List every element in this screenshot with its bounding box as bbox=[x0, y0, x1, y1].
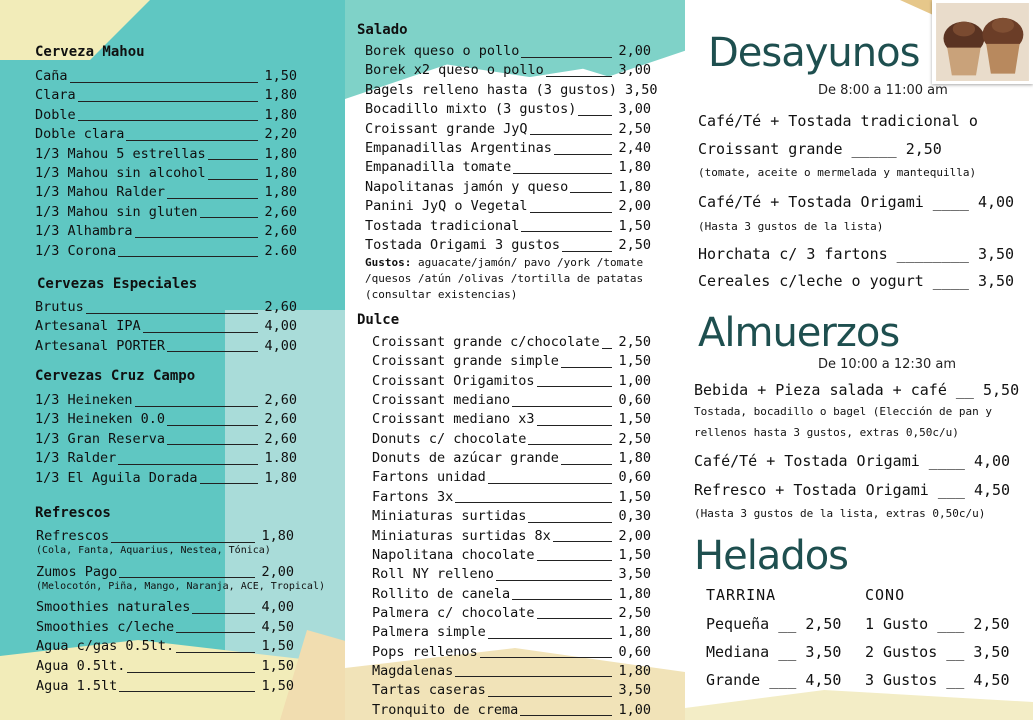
item-price: 1,80 bbox=[264, 184, 297, 201]
salado-item bbox=[365, 120, 651, 137]
salado-item bbox=[365, 239, 651, 253]
dulce-item bbox=[372, 488, 651, 505]
item-label: Tronquito de crema bbox=[372, 701, 519, 718]
item-price: 1,80 bbox=[261, 528, 294, 544]
item-price: 4,50 bbox=[261, 618, 294, 635]
salado-item bbox=[365, 178, 651, 195]
mahou-title: Cerveza Mahou bbox=[35, 44, 145, 60]
item-label: Smoothies c/leche bbox=[36, 618, 175, 635]
leader-line bbox=[118, 256, 258, 257]
mahou-item bbox=[35, 128, 297, 142]
item-label: Palmera simple bbox=[372, 624, 486, 641]
item-label: Bocadillo mixto (3 gustos) bbox=[365, 101, 577, 118]
item-label: Doble bbox=[35, 106, 76, 123]
leader-line bbox=[167, 444, 258, 445]
item-label: Bagels relleno hasta (3 gustos) bbox=[365, 81, 617, 98]
mahou-item bbox=[35, 186, 297, 200]
item-price: 3,50 bbox=[618, 682, 651, 699]
leader-line bbox=[208, 159, 259, 160]
item-label: Napolitana chocolate bbox=[372, 546, 535, 563]
item-price: 4,00 bbox=[264, 337, 297, 354]
cruzcampo-item bbox=[35, 413, 297, 427]
item-price: 1,80 bbox=[618, 159, 651, 176]
gustos-text: aguacate/jamón/ pavo /york /tomate /quesos /atún /olivas /tortilla de patatas (consultar existencias) bbox=[365, 256, 644, 301]
refrescos-item bbox=[36, 660, 294, 674]
cono-item: 2 Gustos __ 3,50 bbox=[865, 643, 1010, 661]
leader-line bbox=[537, 560, 613, 561]
item-label: Donuts c/ chocolate bbox=[372, 430, 527, 447]
item-price: 2,00 bbox=[618, 198, 651, 215]
leader-line bbox=[537, 386, 613, 387]
gustos-note bbox=[365, 255, 655, 303]
tarrina-item: Pequeña __ 2,50 bbox=[706, 615, 842, 633]
dulce-item bbox=[372, 527, 651, 544]
especiales-item bbox=[35, 301, 297, 315]
leader-line bbox=[143, 332, 259, 333]
dulce-item bbox=[372, 684, 651, 698]
item-price: 1,50 bbox=[261, 638, 294, 655]
helados-title: Helados bbox=[694, 533, 849, 579]
leader-line bbox=[528, 444, 612, 445]
item-label: Artesanal PORTER bbox=[35, 337, 166, 354]
item-label: Agua c/gas 0.5lt. bbox=[36, 638, 175, 655]
item-label: Croissant Origamitos bbox=[372, 372, 535, 389]
leader-line bbox=[512, 406, 612, 407]
almuerzos-hours: De 10:00 a 12:30 am bbox=[818, 357, 957, 372]
leader-line bbox=[602, 348, 613, 349]
cruzcampo-title: Cervezas Cruz Campo bbox=[35, 368, 196, 384]
item-price: 4,00 bbox=[261, 599, 294, 616]
item-price: 0,60 bbox=[618, 469, 651, 486]
desayunos-title: Desayunos bbox=[708, 30, 920, 76]
dulce-item bbox=[372, 430, 651, 447]
item-label: Smoothies naturales bbox=[36, 599, 191, 616]
refrescos-item-note: (Cola, Fanta, Aquarius, Nestea, Tónica) bbox=[36, 545, 271, 556]
salado-title: Salado bbox=[357, 22, 408, 38]
item-price: 1,80 bbox=[264, 145, 297, 162]
leader-line bbox=[570, 192, 612, 193]
item-label: Empanadillas Argentinas bbox=[365, 140, 552, 156]
cruzcampo-item bbox=[35, 469, 297, 486]
refrescos-title: Refrescos bbox=[35, 505, 111, 521]
leader-line bbox=[176, 652, 255, 653]
mahou-item bbox=[35, 89, 297, 103]
item-price: 2,60 bbox=[264, 392, 297, 408]
desayuno-line-2: Croissant grande _____ 2,50 bbox=[698, 140, 942, 158]
leader-line bbox=[167, 351, 258, 352]
dulce-item bbox=[372, 355, 651, 369]
item-label: Miniaturas surtidas 8x bbox=[372, 527, 551, 544]
salado-item bbox=[365, 200, 651, 214]
mahou-item bbox=[35, 70, 297, 84]
item-label: Panini JyQ o Vegetal bbox=[365, 198, 528, 215]
leader-line bbox=[127, 672, 255, 673]
item-price: 2,60 bbox=[264, 203, 297, 220]
item-label: Miniaturas surtidas bbox=[372, 508, 527, 525]
item-price: 2,50 bbox=[618, 237, 651, 253]
item-label: Palmera c/ chocolate bbox=[372, 604, 535, 621]
cruzcampo-item bbox=[35, 394, 297, 408]
item-price: 2,00 bbox=[261, 563, 294, 580]
mahou-item bbox=[35, 167, 297, 181]
leader-line bbox=[561, 367, 613, 368]
leader-line bbox=[488, 638, 613, 639]
leader-line bbox=[135, 406, 259, 407]
tarrina-item: Mediana __ 3,50 bbox=[706, 643, 842, 661]
leader-line bbox=[537, 425, 613, 426]
dulce-item bbox=[372, 394, 651, 408]
leader-line bbox=[455, 502, 612, 503]
item-price: 2.60 bbox=[264, 242, 297, 259]
item-price: 1,50 bbox=[618, 353, 651, 370]
salado-item bbox=[365, 103, 651, 117]
item-label: Agua 1.5lt bbox=[36, 677, 118, 694]
item-price: 2,50 bbox=[618, 430, 651, 447]
item-price: 1,50 bbox=[261, 677, 294, 694]
item-price: 2,60 bbox=[264, 430, 297, 447]
item-label: Pops rellenos bbox=[372, 643, 478, 660]
item-label: Empanadilla tomate bbox=[365, 159, 512, 176]
leader-line bbox=[562, 251, 612, 252]
refrescos-item bbox=[36, 563, 294, 580]
leader-line bbox=[553, 541, 613, 542]
item-label: Croissant mediano bbox=[372, 392, 511, 409]
cono-header: CONO bbox=[865, 586, 906, 604]
item-price: 2,40 bbox=[618, 140, 651, 156]
leader-line bbox=[119, 577, 255, 578]
refrescos-item bbox=[36, 618, 294, 635]
item-price: 3,50 bbox=[624, 81, 658, 98]
cono-item: 1 Gusto ___ 2,50 bbox=[865, 615, 1010, 633]
mahou-item bbox=[35, 225, 297, 239]
leader-line bbox=[119, 691, 255, 692]
item-label: 1/3 Mahou sin gluten bbox=[35, 203, 198, 220]
almuerzo-line-1: Bebida + Pieza salada + café __ 5,50 bbox=[694, 381, 1020, 399]
item-label: 1/3 Ralder bbox=[35, 450, 117, 467]
dulce-item bbox=[372, 604, 651, 621]
item-label: Doble clara bbox=[35, 126, 125, 143]
cruzcampo-item bbox=[35, 452, 297, 466]
item-label: Clara bbox=[35, 87, 76, 104]
item-price: 2,50 bbox=[618, 334, 651, 350]
item-price: 1,50 bbox=[618, 488, 651, 505]
especiales-item bbox=[35, 337, 297, 354]
dulce-item bbox=[372, 546, 651, 563]
item-label: Fartons unidad bbox=[372, 469, 486, 486]
cruzcampo-item bbox=[35, 430, 297, 447]
mahou-item bbox=[35, 106, 297, 123]
leader-line bbox=[135, 237, 259, 238]
leader-line bbox=[200, 217, 259, 218]
almuerzos-title: Almuerzos bbox=[698, 310, 900, 356]
item-label: 1/3 Mahou 5 estrellas bbox=[35, 145, 206, 162]
item-price: 1,50 bbox=[618, 217, 651, 234]
dulce-item bbox=[372, 510, 651, 524]
item-label: Croissant grande c/chocolate bbox=[372, 334, 600, 350]
item-price: 1,80 bbox=[618, 585, 651, 602]
especiales-title: Cervezas Especiales bbox=[37, 276, 198, 292]
almuerzo-note-1: Tostada, bocadillo o bagel (Elección de pan y bbox=[694, 405, 993, 418]
leader-line bbox=[176, 632, 255, 633]
leader-line bbox=[78, 120, 259, 121]
almuerzo-note-3: (Hasta 3 gustos de la lista, extras 0,50c/u) bbox=[694, 507, 986, 520]
desayuno-note-2: (Hasta 3 gustos de la lista) bbox=[698, 220, 884, 233]
item-label: Caña bbox=[35, 68, 68, 84]
salado-item bbox=[365, 217, 651, 234]
leader-line bbox=[546, 76, 613, 77]
item-label: 1/3 Mahou Ralder bbox=[35, 184, 166, 201]
item-price: 2,60 bbox=[264, 299, 297, 315]
leader-line bbox=[554, 154, 613, 155]
dulce-item bbox=[372, 643, 651, 660]
dulce-item bbox=[372, 662, 651, 679]
leader-line bbox=[561, 464, 613, 465]
leader-line bbox=[496, 580, 613, 581]
item-label: 1/3 Gran Reserva bbox=[35, 430, 166, 447]
salado-item bbox=[365, 161, 651, 175]
gustos-label: Gustos: bbox=[365, 256, 412, 269]
item-label: 1/3 Heineken 0.0 bbox=[35, 411, 166, 428]
item-price: 1,80 bbox=[264, 165, 297, 181]
leader-line bbox=[111, 542, 255, 543]
item-label: Croissant grande simple bbox=[372, 353, 559, 370]
item-label: Zumos Pago bbox=[36, 563, 118, 580]
refrescos-item bbox=[36, 640, 294, 654]
leader-line bbox=[530, 134, 613, 135]
leader-line bbox=[480, 657, 613, 658]
leader-line bbox=[70, 82, 259, 83]
item-price: 4,00 bbox=[264, 318, 297, 335]
item-label: 1/3 El Aguila Dorada bbox=[35, 469, 198, 486]
item-price: 1,50 bbox=[261, 658, 294, 674]
desayunos-hours: De 8:00 a 11:00 am bbox=[818, 83, 948, 98]
refrescos-item bbox=[36, 677, 294, 694]
item-label: Napolitanas jamón y queso bbox=[365, 178, 569, 195]
dulce-item bbox=[372, 701, 651, 718]
item-label: Rollito de canela bbox=[372, 585, 511, 602]
leader-line bbox=[167, 198, 258, 199]
item-label: Artesanal IPA bbox=[35, 318, 141, 335]
item-label: 1/3 Heineken bbox=[35, 392, 133, 408]
mahou-item bbox=[35, 203, 297, 220]
leader-line bbox=[200, 483, 259, 484]
item-label: 1/3 Corona bbox=[35, 242, 117, 259]
leader-line bbox=[513, 173, 612, 174]
item-price: 1,50 bbox=[618, 411, 651, 428]
item-label: 1/3 Alhambra bbox=[35, 223, 133, 240]
item-price: 1,80 bbox=[618, 178, 651, 195]
item-price: 2,20 bbox=[264, 126, 297, 143]
item-price: 2,60 bbox=[264, 411, 297, 428]
item-price: 0,60 bbox=[618, 392, 651, 409]
refrescos-item bbox=[36, 601, 294, 615]
leader-line bbox=[78, 101, 259, 102]
tarrina-item: Grande ___ 4,50 bbox=[706, 671, 842, 689]
dulce-item bbox=[372, 568, 651, 582]
leader-line bbox=[488, 483, 613, 484]
salado-item bbox=[365, 45, 651, 59]
leader-line bbox=[167, 425, 258, 426]
cono-item: 3 Gustos __ 4,50 bbox=[865, 671, 1010, 689]
cupcake-icon bbox=[935, 3, 1030, 81]
item-price: 2,50 bbox=[618, 604, 651, 621]
item-price: 2,50 bbox=[618, 120, 651, 137]
dulce-item bbox=[372, 471, 651, 485]
item-price: 1.80 bbox=[264, 450, 297, 467]
desayuno-note-1: (tomate, aceite o mermelada y mantequilla) bbox=[698, 166, 977, 179]
leader-line bbox=[530, 212, 613, 213]
item-price: 0,60 bbox=[618, 643, 651, 660]
item-label: Tostada tradicional bbox=[365, 217, 520, 234]
leader-line bbox=[578, 115, 612, 116]
item-price: 1,50 bbox=[618, 546, 651, 563]
tarrina-header: TARRINA bbox=[706, 586, 777, 604]
item-price: 3,00 bbox=[618, 101, 651, 118]
item-label: Magdalenas bbox=[372, 662, 454, 679]
item-label: Fartons 3x bbox=[372, 488, 454, 505]
item-price: 1,50 bbox=[264, 68, 297, 84]
item-label: Tostada Origami 3 gustos bbox=[365, 237, 561, 253]
right-bottom-shape bbox=[685, 690, 1033, 720]
especiales-item bbox=[35, 320, 297, 334]
item-label: Tartas caseras bbox=[372, 682, 486, 699]
leader-line bbox=[512, 599, 612, 600]
desayuno-line-1: Café/Té + Tostada tradicional o bbox=[698, 112, 978, 130]
cupcake-photo bbox=[932, 0, 1033, 84]
item-label: Borek x2 queso o pollo bbox=[365, 62, 544, 79]
item-label: Roll NY relleno bbox=[372, 566, 494, 583]
leader-line bbox=[521, 57, 612, 58]
leader-line bbox=[455, 676, 612, 677]
item-price: 1,80 bbox=[264, 106, 297, 123]
refrescos-item-note: (Melocotón, Piña, Mango, Naranja, ACE, Tropical) bbox=[36, 580, 325, 592]
desayuno-line-5: Cereales c/leche o yogurt ____ 3,50 bbox=[698, 272, 1015, 290]
item-price: 1,80 bbox=[618, 662, 651, 679]
desayuno-line-4: Horchata c/ 3 fartons ________ 3,50 bbox=[698, 245, 1015, 263]
item-label: 1/3 Mahou sin alcohol bbox=[35, 165, 206, 181]
mahou-item bbox=[35, 145, 297, 162]
item-label: Borek queso o pollo bbox=[365, 43, 520, 59]
item-price: 2,00 bbox=[618, 527, 651, 544]
item-price: 1,80 bbox=[618, 450, 651, 467]
item-price: 1,00 bbox=[618, 701, 651, 718]
salado-item bbox=[365, 81, 658, 98]
item-price: 2,60 bbox=[264, 223, 297, 240]
item-label: Croissant grande JyQ bbox=[365, 120, 528, 137]
item-label: Refrescos bbox=[36, 528, 110, 544]
mahou-item bbox=[35, 242, 297, 259]
almuerzo-line-2: Café/Té + Tostada Origami ____ 4,00 bbox=[694, 452, 1011, 470]
item-label: Donuts de azúcar grande bbox=[372, 450, 559, 467]
desayuno-line-3: Café/Té + Tostada Origami ____ 4,00 bbox=[698, 193, 1015, 211]
leader-line bbox=[488, 696, 613, 697]
salado-item bbox=[365, 64, 651, 78]
leader-line bbox=[192, 613, 255, 614]
leader-line bbox=[126, 140, 258, 141]
leader-line bbox=[520, 715, 612, 716]
leader-line bbox=[118, 464, 258, 465]
leader-line bbox=[86, 313, 259, 314]
item-price: 1,00 bbox=[618, 372, 651, 389]
dulce-item bbox=[372, 336, 651, 350]
salado-item bbox=[365, 142, 651, 156]
item-label: Brutus bbox=[35, 299, 84, 315]
item-price: 1,80 bbox=[264, 87, 297, 104]
dulce-item bbox=[372, 626, 651, 640]
item-label: Croissant mediano x3 bbox=[372, 411, 535, 428]
leader-line bbox=[537, 618, 613, 619]
leader-line bbox=[528, 522, 612, 523]
leader-line bbox=[521, 231, 612, 232]
almuerzo-note-2: rellenos hasta 3 gustos, extras 0,50c/u) bbox=[694, 426, 959, 439]
item-price: 2,00 bbox=[618, 43, 651, 59]
dulce-title: Dulce bbox=[357, 312, 400, 328]
item-price: 3,00 bbox=[618, 62, 651, 79]
leader-line bbox=[208, 179, 259, 180]
item-label: Agua 0.5lt. bbox=[36, 658, 126, 674]
refrescos-item bbox=[36, 530, 294, 544]
dulce-item bbox=[372, 585, 651, 602]
dulce-item bbox=[372, 413, 651, 427]
almuerzo-line-3: Refresco + Tostada Origami ___ 4,50 bbox=[694, 481, 1011, 499]
dulce-item bbox=[372, 372, 651, 389]
dulce-item bbox=[372, 452, 651, 466]
item-price: 0,30 bbox=[618, 508, 651, 525]
item-price: 1,80 bbox=[264, 469, 297, 486]
item-price: 3,50 bbox=[618, 566, 651, 583]
item-price: 1,80 bbox=[618, 624, 651, 641]
